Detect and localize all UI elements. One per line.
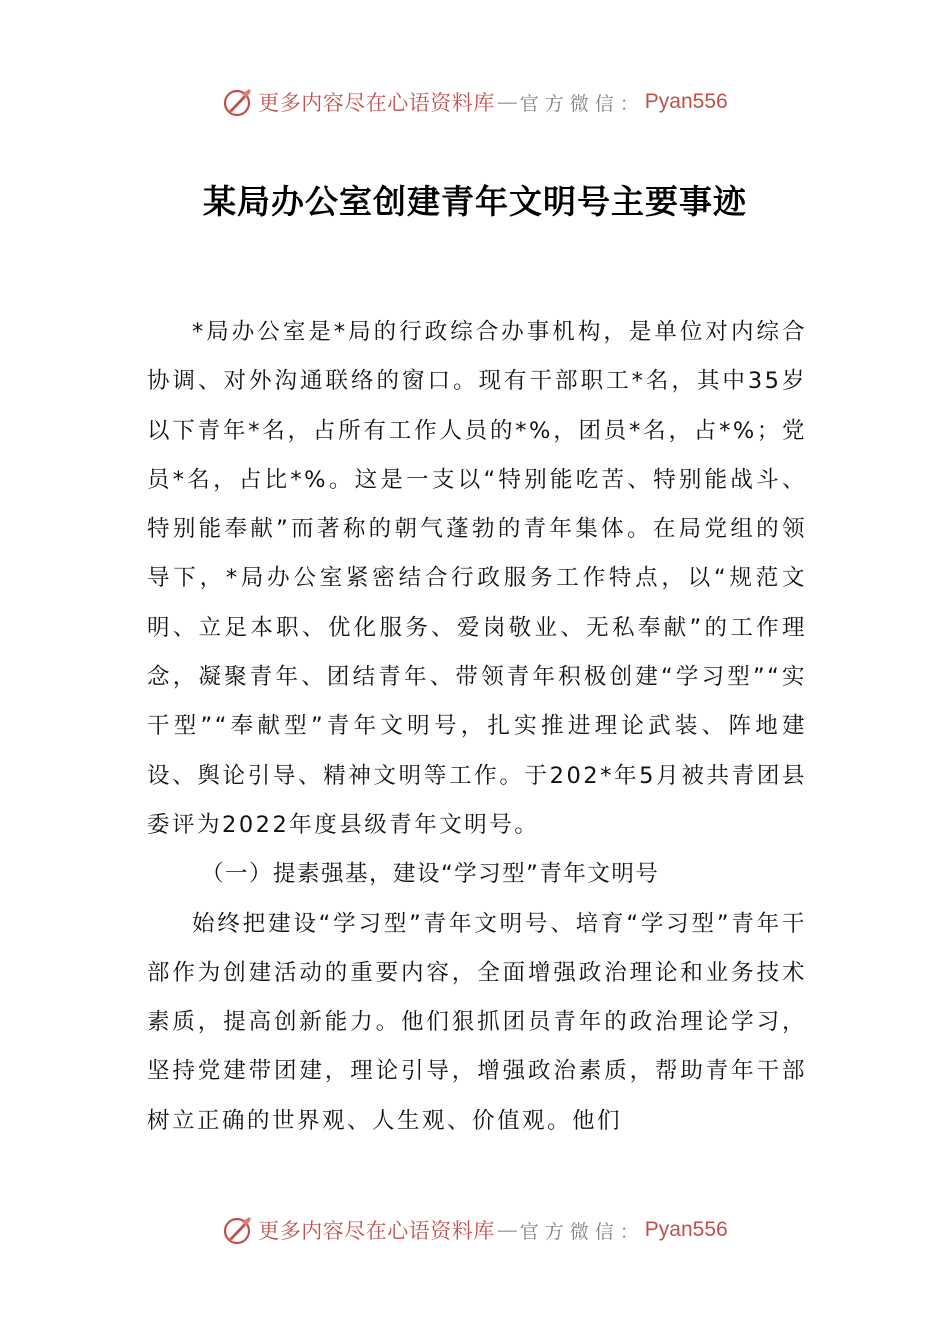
separator: — — [496, 1218, 518, 1242]
paragraph-section-1: 始终把建设“学习型”青年文明号、培育“学习型”青年干部作为创建活动的重要内容，全面增强政治理论和业务技术素质，提高创新能力。他们狠抓团员青年的政治理论学习，坚持党建带团建，理论引导，增强政治素质，帮助青年干部树立正确的世界观、人生观、价值观。他们 — [147, 910, 807, 1134]
footer-watermark — [0, 1210, 950, 1250]
paragraph-intro: *局办公室是*局的行政综合办事机构，是单位对内综合协调、对外沟通联络的窗口。现有干部职工*名，其中35岁以下青年*名，占所有工作人员的*%，团员*名，占*%；党员*名，占比*%。这是一支以“特别能吃苦、特别能战斗、特别能奉献”而著称的朝气蓬勃的青年集体。在局党组的领导下，*局办公室紧密结合行政服务工作特点，以“规范文明、立足本职、优化服务、爱岗敬业、无私奉献”的工作理念，凝聚青年、团结青年、带领青年积极创建“学习型”“实干型”“奉献型”青年文明号，扎实推进理论武装、阵地建设、舆论引导、精神文明等工作。于202*年5月被共青团县委评为2022年度县级青年文明号。 — [147, 319, 807, 838]
wechat-label: 官方微信： — [519, 1220, 645, 1243]
separator: — — [496, 90, 518, 114]
quill-logo-icon — [222, 1214, 254, 1246]
section-heading: （一）提素强基，建设“学习型”青年文明号 — [201, 861, 660, 888]
brand-text: 更多内容尽在心语资料库 — [258, 1219, 495, 1243]
wechat-id: Pyan556 — [644, 90, 728, 113]
document-body — [147, 308, 807, 1146]
wechat-id: Pyan556 — [644, 1218, 728, 1241]
brand-text: 更多内容尽在心语资料库 — [258, 91, 495, 115]
wechat-label: 官方微信： — [519, 92, 645, 115]
document-title: 某局办公室创建青年文明号主要事迹 — [203, 182, 747, 221]
quill-logo-icon — [222, 86, 254, 118]
header-watermark — [0, 82, 950, 122]
